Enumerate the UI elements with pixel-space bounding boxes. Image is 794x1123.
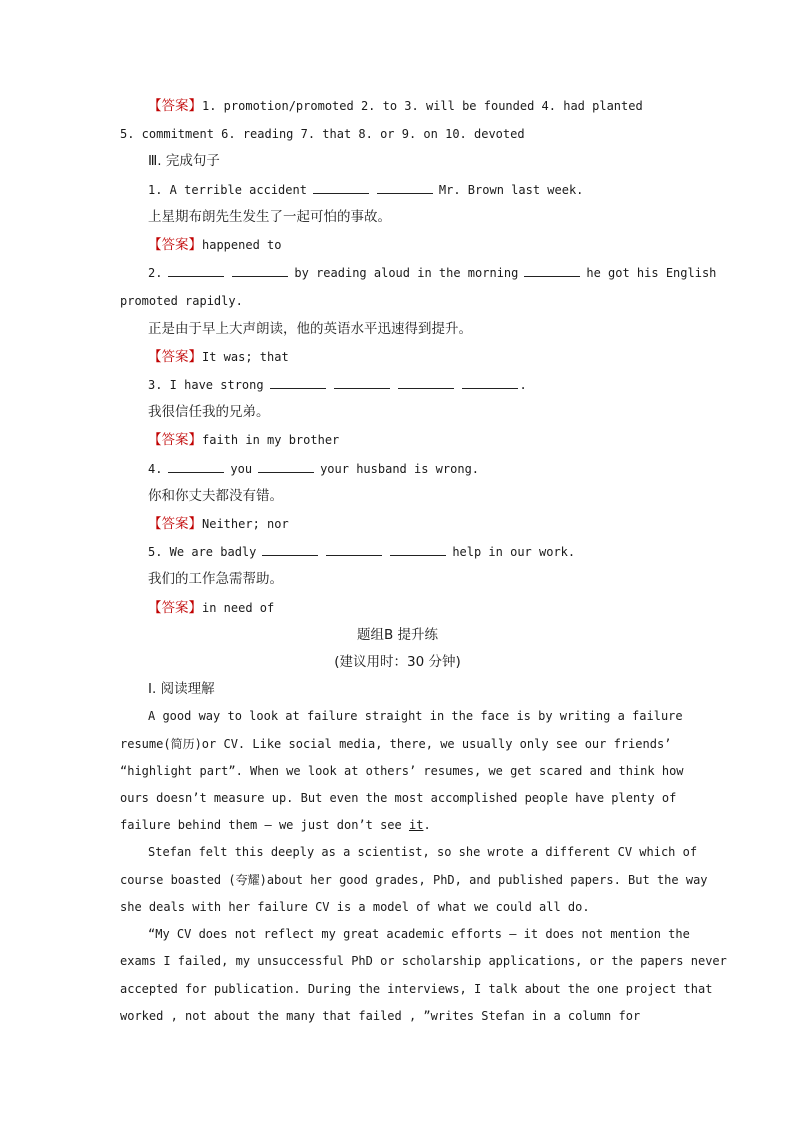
answer-label: 【答案】 [148,98,202,114]
blank [313,181,369,194]
blank [334,376,390,389]
passage-line: course boasted (夸耀)about her good grades, PhD, and published papers. But the way [120,872,708,887]
sentence-3-answer: 【答案】faith in my brother [148,432,340,449]
blank [524,264,580,277]
sentence-2-continued: promoted rapidly. [120,294,243,309]
passage-line: A good way to look at failure straight in the face is by writing a failure [148,709,683,724]
blank [390,543,446,556]
suggested-time: (建议用时：30 分钟) [334,654,461,671]
section-title-complete-sentences: Ⅲ. 完成句子 [148,153,220,170]
sentence-2-answer: 【答案】It was; that [148,348,289,365]
sentence-4-answer: 【答案】Neither; nor [148,516,289,533]
vocab-answer-line-1: 【答案】1. promotion/promoted 2. to 3. will be founded 4. had planted [148,98,643,114]
blank [377,181,433,194]
passage-line: exams I failed, my unsuccessful PhD or scholarship applications, or the papers never [120,954,727,969]
sentence-1: 1. A terrible accident Mr. Brown last week. [148,182,584,197]
passage-line: ours doesn’t measure up. But even the most accomplished people have plenty of [120,791,677,806]
sentence-1-answer: 【答案】happened to [148,237,282,254]
blank [168,264,224,277]
blank [326,543,382,556]
blank [168,460,224,473]
passage-line: “highlight part”. When we look at others’ resumes, we get scared and think how [120,763,684,778]
sentence-4: 4. you your husband is wrong. [148,461,480,476]
document-content [120,92,727,1030]
passage-line: worked , not about the many that failed , ”writes Stefan in a column for [120,1008,641,1023]
blank [262,543,318,556]
sentence-2: 2. by reading aloud in the morning he got his English [148,266,717,281]
passage-line: accepted for publication. During the interviews, I talk about the one project that [120,981,713,996]
reading-section-title: Ⅰ. 阅读理解 [148,681,215,698]
blank [270,376,326,389]
sentence-1-translation: 上星期布朗先生发生了一起可怕的事故。 [148,208,391,225]
passage-line: failure behind them — we just don’t see it. [120,818,431,833]
passage-line: “My CV does not reflect my great academic efforts — it does not mention the [148,927,690,942]
sentence-3-translation: 我很信任我的兄弟。 [148,404,270,421]
underlined-word: it [408,818,424,833]
blank [398,376,454,389]
sentence-5: 5. We are badly help in our work. [148,545,576,560]
sentence-3: 3. I have strong . [148,378,527,393]
passage-line: resume(简历)or CV. Like social media, there, we usually only see our friends’ [120,736,672,751]
blank [462,376,518,389]
sentence-5-translation: 我们的工作急需帮助。 [148,571,283,588]
vocab-answer-line-2: 5. commitment 6. reading 7. that 8. or 9. on 10. devoted [120,127,525,142]
sentence-2-translation: 正是由于早上大声朗读，他的英语水平迅速得到提升。 [148,320,472,337]
blank [258,460,314,473]
blank [232,264,288,277]
passage-line: she deals with her failure CV is a model of what we could all do. [120,899,590,914]
group-title: 题组B 提升练 [356,626,439,643]
sentence-4-translation: 你和你丈夫都没有错。 [148,487,283,504]
sentence-5-answer: 【答案】in need of [148,599,275,616]
passage-line: Stefan felt this deeply as a scientist, so she wrote a different CV which of [148,845,698,860]
